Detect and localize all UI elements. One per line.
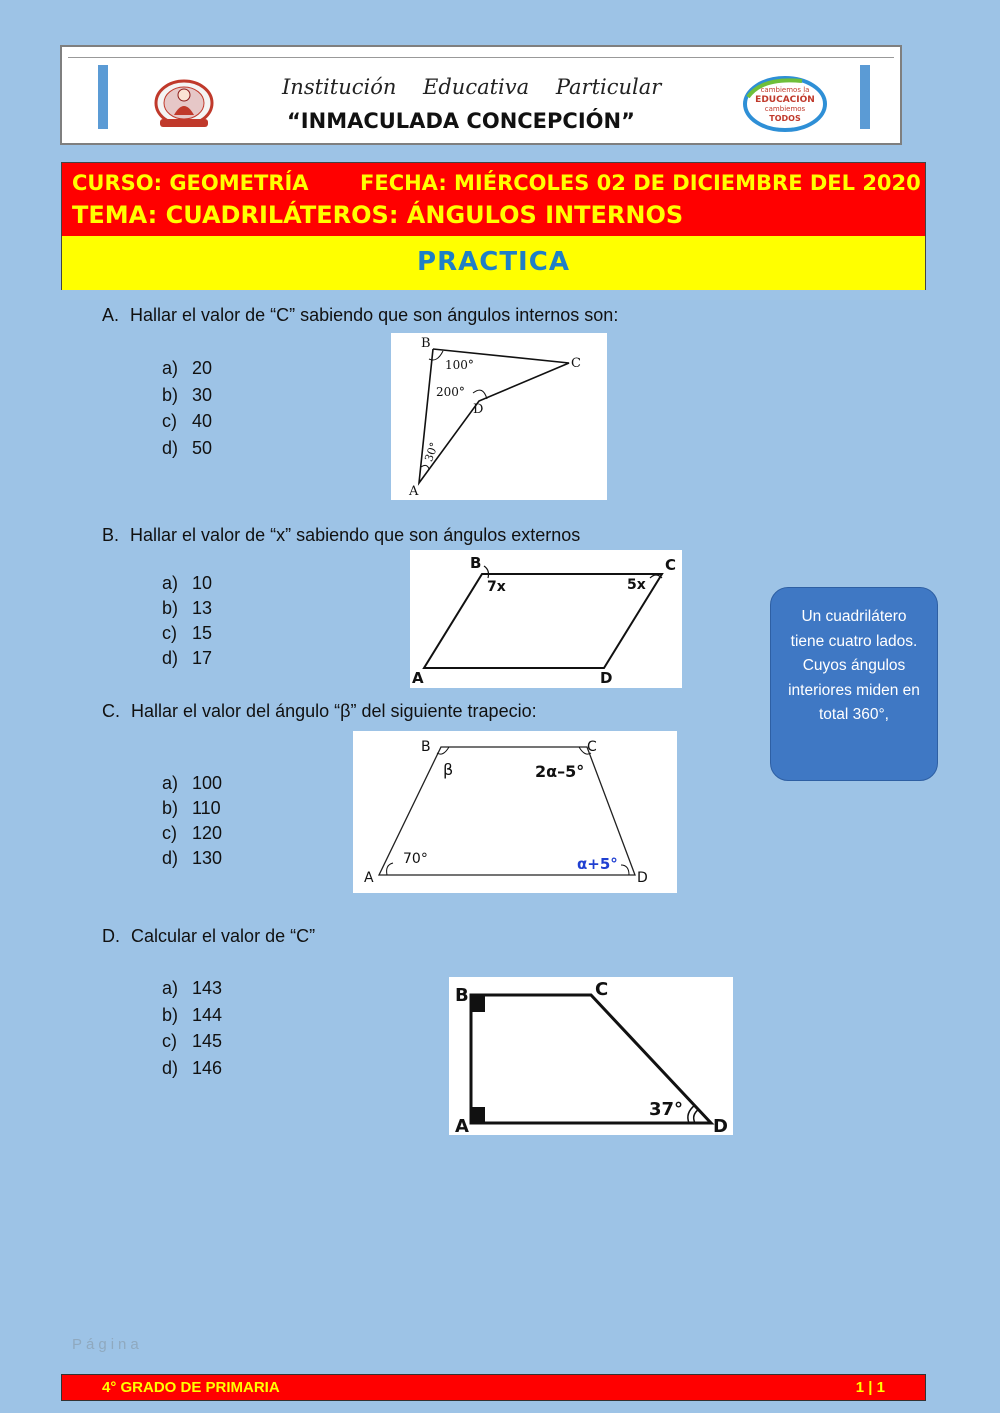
figure-d-right-trapezoid: [449, 977, 733, 1135]
fig-d-vertex-c: C: [595, 979, 609, 1000]
fig-d-vertex-b: B: [455, 985, 469, 1006]
campaign-logo-line1: cambiemos la: [760, 86, 810, 94]
option[interactable]: c) 40: [162, 411, 213, 431]
fig-a-vertex-a: A: [409, 484, 419, 499]
info-note-text: Un cuadrilátero tiene cuatro lados. Cuyos ángulos interiores miden en total 360°,: [788, 608, 920, 723]
option[interactable]: d) 50: [162, 437, 213, 458]
fig-a-vertex-d: D: [473, 402, 484, 417]
question-a-text: Hallar el valor de “C” sabiendo que son ángulos internos son:: [130, 305, 619, 325]
option[interactable]: c) 145: [162, 1031, 223, 1051]
fig-c-vertex-c: C: [587, 739, 597, 755]
question-c-label: C.: [102, 701, 120, 721]
header-left-bar: [98, 65, 108, 129]
campaign-logo: [742, 75, 828, 133]
header-rule: [68, 57, 894, 58]
question-d-label: D.: [102, 926, 120, 946]
option[interactable]: b) 30: [162, 384, 213, 405]
option[interactable]: d) 17: [162, 648, 213, 668]
option[interactable]: b) 144: [162, 1004, 223, 1025]
question-a-label: A.: [102, 305, 120, 325]
fig-a-angle-a: 30°: [422, 440, 442, 464]
fig-b-vertex-d: D: [600, 669, 613, 687]
question-d-text: Calcular el valor de “C”: [131, 926, 316, 946]
fig-c-vertex-b: B: [421, 739, 431, 755]
option[interactable]: c) 120: [162, 823, 223, 843]
course-topic: TEMA: CUADRILÁTEROS: ÁNGULOS INTERNOS: [72, 201, 684, 229]
school-name: “INMACULADA CONCEPCIÓN”: [287, 109, 635, 133]
fig-c-vertex-d: D: [637, 870, 648, 886]
page-label: Página: [72, 1336, 143, 1353]
question-c-text: Hallar el valor del ángulo “β” del siguiente trapecio:: [131, 701, 537, 721]
option[interactable]: b) 13: [162, 598, 213, 618]
fig-d-angle-d: 37°: [649, 1099, 684, 1120]
course-info-box: [61, 162, 926, 290]
course-date: FECHA: MIÉRCOLES 02 DE DICIEMBRE DEL 2020: [360, 171, 921, 195]
fig-b-vertex-a: A: [412, 669, 424, 687]
fig-b-angle-b: 7x: [487, 579, 506, 595]
question-a: [102, 305, 618, 326]
header-right-bar: [860, 65, 870, 129]
option[interactable]: a) 143: [162, 978, 223, 998]
fig-c-vertex-a: A: [364, 870, 374, 886]
question-b-options: [162, 571, 212, 671]
option[interactable]: d) 130: [162, 848, 223, 868]
option[interactable]: c) 15: [162, 623, 213, 643]
info-note: [770, 587, 938, 781]
figure-c-trapezoid: [353, 731, 677, 893]
fig-c-angle-a: 70°: [403, 851, 428, 867]
option[interactable]: a) 100: [162, 773, 223, 793]
fig-b-angle-c: 5x: [627, 577, 646, 593]
fig-a-angle-d: 200°: [436, 385, 465, 399]
question-d-options: [162, 975, 222, 1081]
grade-label: 4° GRADO DE PRIMARIA: [102, 1379, 280, 1396]
question-b-text: Hallar el valor de “x” sabiendo que son ángulos externos: [130, 525, 581, 545]
institution-line: Institución Educativa Particular: [282, 75, 662, 99]
fig-a-vertex-c: C: [571, 356, 581, 371]
campaign-logo-line2: EDUCACIÓN: [755, 95, 815, 105]
fig-c-angle-b: β: [443, 760, 454, 779]
fig-b-vertex-c: C: [665, 556, 677, 574]
page-title: PRACTICA: [417, 247, 570, 277]
option[interactable]: b) 110: [162, 798, 221, 818]
figure-b-parallelogram: [410, 550, 682, 688]
course-name: CURSO: GEOMETRÍA: [72, 171, 309, 195]
question-d: [102, 926, 315, 947]
option[interactable]: d) 146: [162, 1057, 223, 1078]
fig-a-vertex-b: B: [421, 336, 431, 351]
fig-c-angle-c: 2α–5°: [535, 762, 585, 781]
footer-bar: [61, 1374, 926, 1401]
question-b: [102, 525, 580, 546]
fig-b-vertex-b: B: [470, 554, 482, 572]
fig-a-angle-b: 100°: [445, 358, 474, 372]
question-c-options: [162, 771, 222, 871]
question-b-label: B.: [102, 525, 120, 545]
option[interactable]: a) 10: [162, 573, 213, 593]
page-number: 1 | 1: [855, 1379, 885, 1396]
question-a-options: [162, 355, 212, 461]
fig-c-angle-d: α+5°: [577, 855, 618, 873]
fig-d-vertex-d: D: [713, 1116, 728, 1135]
campaign-logo-line4: TODOS: [769, 114, 801, 123]
campaign-logo-line3: cambiemos: [764, 105, 806, 113]
option[interactable]: a) 20: [162, 358, 213, 378]
school-crest-logo: [152, 77, 216, 133]
school-header: [60, 45, 902, 145]
question-c: [102, 701, 537, 722]
figure-a-quadrilateral: [391, 333, 607, 500]
fig-d-vertex-a: A: [455, 1116, 469, 1135]
